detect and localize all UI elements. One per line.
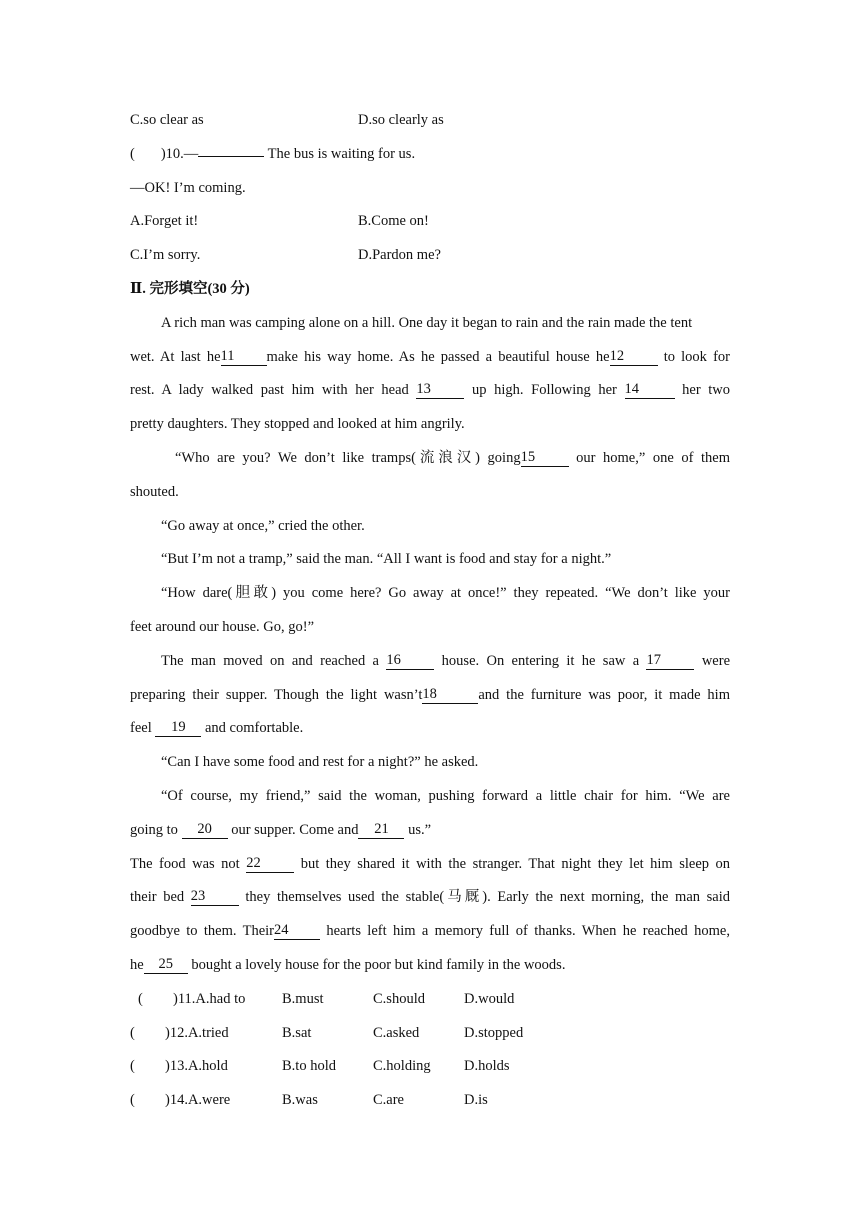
- passage-line-3: [130, 374, 730, 408]
- q11-paren[interactable]: (: [138, 990, 143, 1007]
- q12-option-c: C.asked: [373, 1024, 420, 1041]
- passage-line-15: “Of course, my friend,” said the woman, pushing forward a little chair for him. “We are: [161, 787, 730, 804]
- q9-option-d: D.so clearly as: [358, 112, 444, 128]
- passage-line-2: [130, 341, 730, 375]
- passage-text: make his way home. As he passed a beautiful house he: [266, 348, 610, 365]
- blank-25[interactable]: 25: [144, 956, 188, 974]
- question-row-12: [130, 1017, 730, 1051]
- passage-text: to look for: [657, 348, 730, 365]
- passage-text: but they shared it with the stranger. That night they let him sleep on: [294, 855, 731, 872]
- q14-option-a: )14.A.were: [165, 1092, 231, 1109]
- q13-option-a: )13.A.hold: [165, 1058, 228, 1075]
- q13-option-c: C.holding: [373, 1058, 431, 1075]
- q11-option-d: D.would: [464, 990, 515, 1007]
- q10-option-c: C.I’m sorry.: [130, 247, 201, 264]
- passage-text: feel: [130, 720, 156, 737]
- q13-option-b: B.to hold: [282, 1058, 336, 1075]
- q14-paren[interactable]: (: [130, 1092, 135, 1109]
- blank-21[interactable]: 21: [358, 821, 404, 839]
- passage-text: The food was not: [130, 855, 247, 872]
- q10-reply: —OK! I’m coming.: [130, 179, 246, 196]
- passage-line-9: “How dare(胆敢) you come here? Go away at once!” they repeated. “We don’t like your: [161, 585, 730, 602]
- passage-line-7: “Go away at once,” cried the other.: [161, 517, 365, 534]
- passage-text: going to: [130, 821, 182, 838]
- blank-22[interactable]: 22: [246, 855, 294, 873]
- passage-line-11: [130, 645, 730, 679]
- passage-text: “Who are you? We don’t like tramps(流浪汉) going: [175, 449, 521, 466]
- passage-text: our home,” one of them: [568, 449, 730, 466]
- q9-options-cd: [130, 104, 730, 138]
- passage-line-18: [130, 881, 730, 915]
- passage-line-10: feet around our house. Go, go!”: [130, 618, 315, 635]
- q10-paren-open: (: [130, 145, 135, 162]
- q10-stem: [130, 138, 730, 172]
- passage-text: her two: [674, 382, 731, 399]
- question-row-14: [130, 1084, 730, 1118]
- q11-option-b: B.must: [282, 990, 324, 1007]
- blank-17[interactable]: 17: [646, 652, 694, 670]
- blank-20[interactable]: 20: [182, 821, 228, 839]
- q10-option-d: D.Pardon me?: [358, 247, 441, 264]
- passage-text: hearts left him a memory full of thanks. When he reached home,: [320, 923, 730, 940]
- blank-19[interactable]: 19: [155, 719, 201, 737]
- q14-option-d: D.is: [464, 1092, 488, 1109]
- passage-text: house. On entering it he saw a: [434, 652, 647, 669]
- q10-option-b: B.Come on!: [358, 213, 429, 230]
- q13-option-d: D.holds: [464, 1058, 510, 1075]
- passage-line-13: [130, 712, 730, 746]
- document-page: [130, 104, 730, 1118]
- q10-options-cd: [130, 239, 730, 273]
- passage-text: bought a lovely house for the poor but kind family in the woods.: [187, 956, 566, 973]
- passage-line-6: shouted.: [130, 483, 179, 500]
- q10-text: The bus is waiting for us.: [264, 145, 416, 162]
- passage-text: were: [694, 652, 730, 669]
- blank-18[interactable]: 18: [422, 686, 478, 704]
- blank-11[interactable]: 11: [221, 348, 267, 366]
- passage-text: preparing their supper. Though the light wasn’t: [130, 686, 423, 703]
- passage-line-12: [130, 679, 730, 713]
- passage-line-16: [130, 814, 730, 848]
- passage-line-4: pretty daughters. They stopped and looked at him angrily.: [130, 416, 465, 433]
- q10-blank[interactable]: [198, 139, 264, 157]
- question-row-11: [130, 983, 730, 1017]
- q10-number: )10.—: [160, 145, 199, 162]
- q12-paren[interactable]: (: [130, 1024, 135, 1041]
- q9-option-c: C.so clear as: [130, 112, 204, 128]
- q13-paren[interactable]: (: [130, 1058, 135, 1075]
- passage-text: and comfortable.: [201, 720, 304, 737]
- blank-13[interactable]: 13: [416, 381, 464, 399]
- passage-line-5: [130, 442, 730, 476]
- q11-option-c: C.should: [373, 990, 425, 1007]
- blank-15[interactable]: 15: [521, 449, 569, 467]
- blank-12[interactable]: 12: [610, 348, 658, 366]
- passage-line-8: “But I’m not a tramp,” said the man. “All I want is food and stay for a night.”: [161, 551, 612, 568]
- passage-text: they themselves used the stable(马厩). Early the next morning, the man said: [238, 889, 730, 906]
- q14-option-b: B.was: [282, 1092, 318, 1109]
- passage-text: he: [130, 956, 144, 973]
- passage-text: and the furniture was poor, it made him: [478, 686, 730, 703]
- q12-option-a: )12.A.tried: [165, 1024, 229, 1041]
- q10-options-ab: [130, 205, 730, 239]
- section-title: Ⅱ. 完形填空(30 分): [130, 280, 250, 297]
- q12-option-d: D.stopped: [464, 1024, 524, 1041]
- passage-line-20: [130, 949, 730, 983]
- passage-text: The man moved on and reached a: [161, 652, 387, 669]
- blank-23[interactable]: 23: [191, 888, 239, 906]
- passage-text: goodbye to them. Their: [130, 923, 274, 940]
- passage-line-14: “Can I have some food and rest for a night?” he asked.: [161, 754, 479, 771]
- blank-14[interactable]: 14: [625, 381, 675, 399]
- question-row-13: [130, 1050, 730, 1084]
- passage-text: our supper. Come and: [227, 821, 359, 838]
- passage-text: their bed: [130, 889, 191, 906]
- passage-line-1: A rich man was camping alone on a hill. One day it began to rain and the rain made the tent: [161, 314, 693, 331]
- passage-text: wet. At last he: [130, 348, 221, 365]
- blank-16[interactable]: 16: [386, 652, 434, 670]
- q10-option-a: A.Forget it!: [130, 213, 199, 230]
- passage-line-17: [130, 848, 730, 882]
- blank-24[interactable]: 24: [274, 922, 320, 940]
- q11-option-a: )11.A.had to: [173, 990, 246, 1007]
- q12-option-b: B.sat: [282, 1024, 312, 1041]
- passage-text: us.”: [404, 821, 432, 838]
- q14-option-c: C.are: [373, 1092, 404, 1109]
- passage-text: rest. A lady walked past him with her head: [130, 382, 417, 399]
- passage-text: up high. Following her: [464, 382, 625, 399]
- passage-line-19: [130, 915, 730, 949]
